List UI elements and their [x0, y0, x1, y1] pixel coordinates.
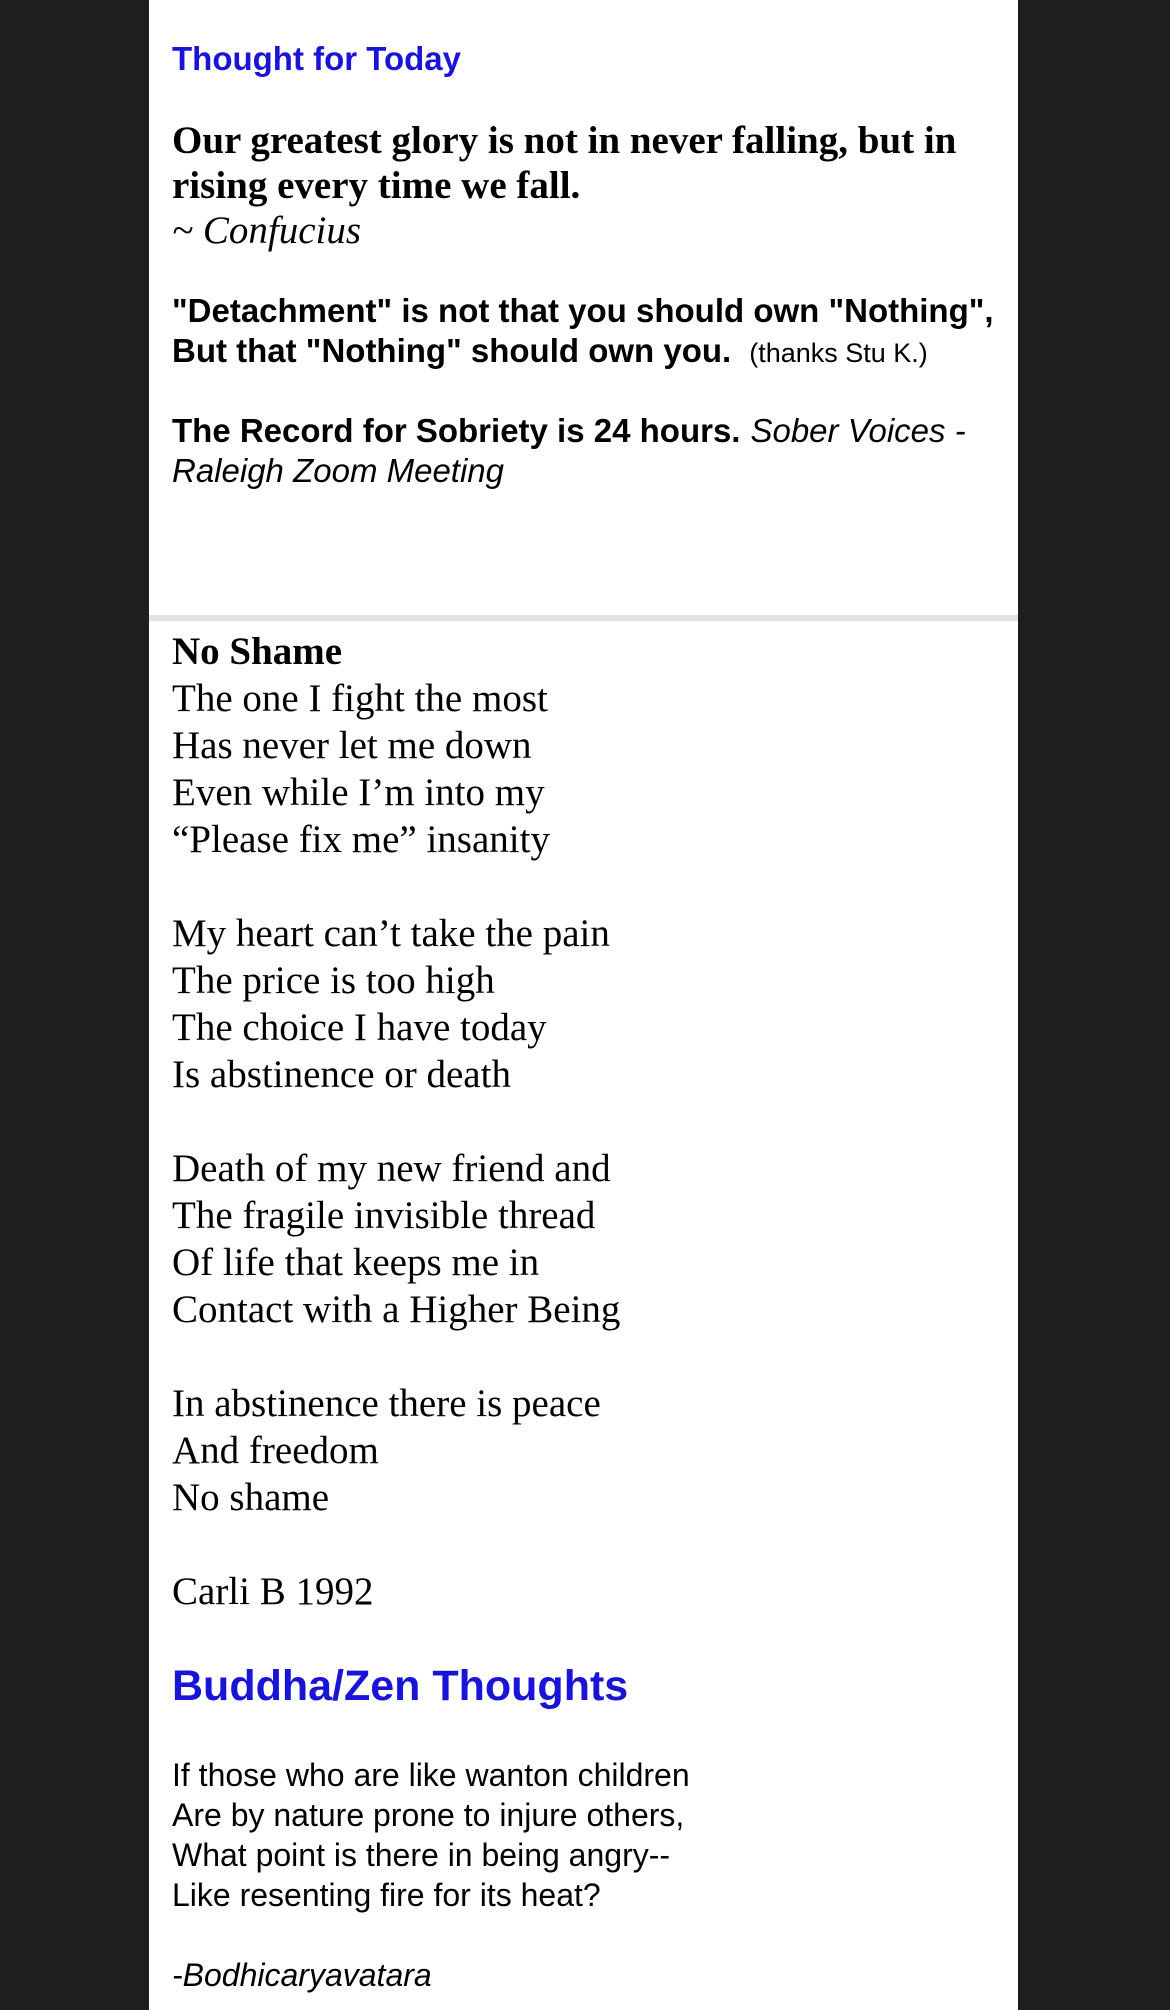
- poem-stanza: [172, 910, 1002, 1098]
- poem-section: [172, 628, 1002, 1995]
- detachment-line-2: But that "Nothing" should own you.: [172, 332, 732, 369]
- zen-heading: Buddha/Zen Thoughts: [172, 1662, 629, 1710]
- poem-line: The price is too high: [172, 959, 495, 1002]
- section-divider: [149, 615, 1018, 621]
- detachment-quote: [172, 291, 1002, 373]
- poem-line: My heart can’t take the pain: [172, 912, 610, 955]
- zen-line: Are by nature prone to injure others,: [172, 1797, 685, 1833]
- poem-line: Even while I’m into my: [172, 771, 545, 814]
- poem-line: Of life that keeps me in: [172, 1241, 540, 1284]
- poem-line: The one I fight the most: [172, 677, 548, 720]
- poem-line: Has never let me down: [172, 724, 532, 767]
- record-source: Sober Voices - Raleigh Zoom Meeting: [172, 412, 966, 489]
- poem-line: The fragile invisible thread: [172, 1194, 596, 1237]
- poem-line: In abstinence there is peace: [172, 1382, 601, 1425]
- poem-line: The choice I have today: [172, 1006, 547, 1049]
- poem-title: No Shame: [172, 630, 343, 673]
- poem-author: Carli B 1992: [172, 1570, 374, 1613]
- zen-line: Like resenting fire for its heat?: [172, 1877, 601, 1913]
- poem-stanza: [172, 1145, 1002, 1333]
- poem-stanza: [172, 675, 1002, 863]
- quote-attribution: ~ Confucius: [172, 209, 362, 252]
- poem-line: No shame: [172, 1476, 330, 1519]
- poem-line: Contact with a Higher Being: [172, 1288, 621, 1331]
- zen-line: If those who are like wanton children: [172, 1757, 690, 1793]
- poem-line: “Please fix me” insanity: [172, 818, 550, 861]
- detachment-line-1: "Detachment" is not that you should own "Nothing",: [172, 292, 994, 329]
- record-bold-text: The Record for Sobriety is 24 hours.: [172, 412, 741, 449]
- zen-line: What point is there in being angry--: [172, 1837, 671, 1873]
- zen-verse: [172, 1755, 1002, 1995]
- poem-line: Death of my new friend and: [172, 1147, 611, 1190]
- page-content: [149, 0, 1018, 2010]
- thought-heading: Thought for Today: [172, 40, 461, 77]
- detachment-thanks: (thanks Stu K.): [749, 338, 928, 368]
- thought-section: [149, 0, 1018, 541]
- zen-attribution: -Bodhicaryavatara: [172, 1957, 432, 1993]
- poem-line: And freedom: [172, 1429, 379, 1472]
- poem-body: [172, 675, 1002, 1521]
- poem-stanza: [172, 1380, 1002, 1521]
- confucius-quote: Our greatest glory is not in never falling, but in rising every time we fall.: [172, 119, 957, 207]
- poem-line: Is abstinence or death: [172, 1053, 511, 1096]
- record-quote: [172, 411, 1002, 491]
